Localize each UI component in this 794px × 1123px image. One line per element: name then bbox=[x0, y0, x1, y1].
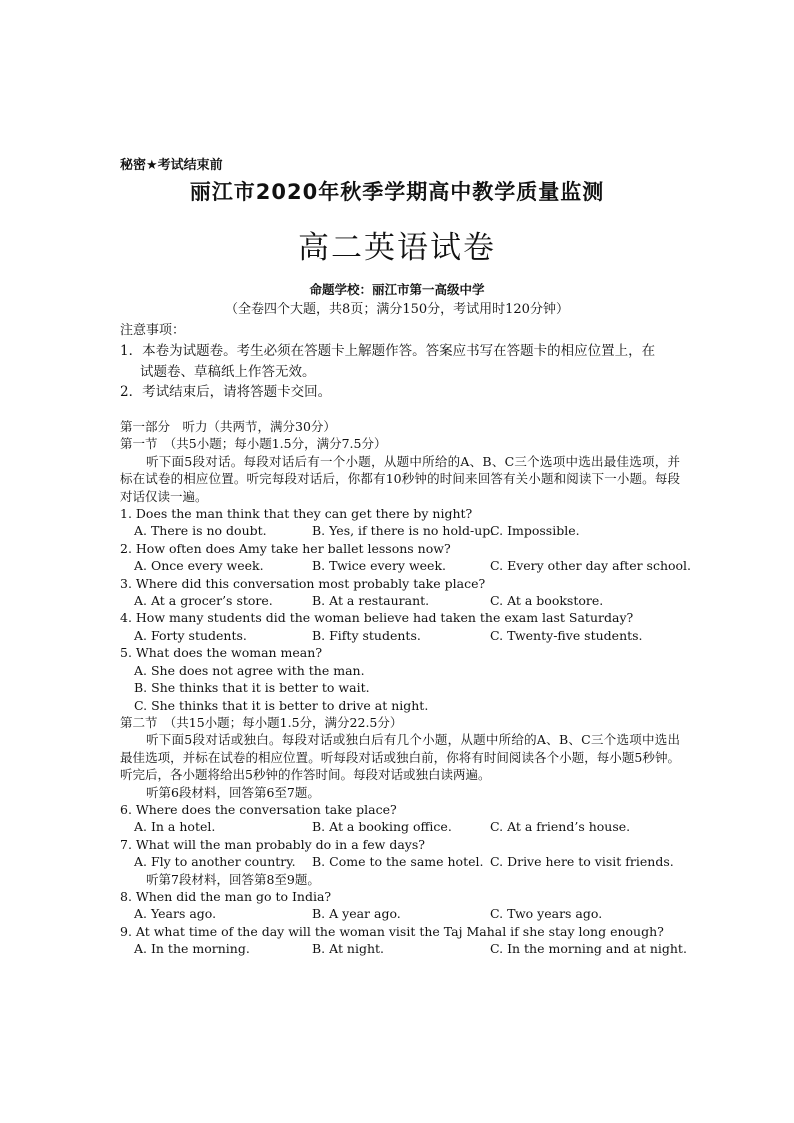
question-options bbox=[120, 522, 680, 539]
question-4 bbox=[120, 609, 680, 644]
option-b: B. At night. bbox=[312, 941, 385, 957]
option-c: C. Two years ago. bbox=[490, 906, 603, 922]
material-7-note: 听第7段材料，回答第8至9题。 bbox=[146, 871, 320, 887]
section2-title: 第二节 （共15小题；每小题1.5分，满分22.5分） bbox=[120, 714, 403, 730]
subject-title: 高二英语试卷 bbox=[298, 230, 496, 266]
option-b: B. Come to the same hotel. bbox=[312, 854, 484, 870]
option-c: C. Twenty-five students. bbox=[490, 627, 643, 643]
question-stem: 1. Does the man think that they can get there by night? bbox=[120, 506, 473, 522]
question-options bbox=[120, 627, 680, 644]
notice-item-1-line-2: 试题卷、草稿纸上作答无效。 bbox=[140, 364, 316, 380]
question-2 bbox=[120, 540, 692, 575]
option-a: A. At a grocer’s store. bbox=[134, 593, 273, 609]
question-stem: 9. At what time of the day will the woman visit the Taj Mahal if she stay long enough? bbox=[120, 923, 664, 939]
question-stem: 6. Where does the conversation take place? bbox=[120, 801, 397, 817]
option-a: A. Years ago. bbox=[134, 906, 217, 922]
option-b: B. Yes, if there is no hold-up. bbox=[312, 523, 495, 539]
question-stem: 8. When did the man go to India? bbox=[120, 888, 332, 904]
option-a: A. Forty students. bbox=[134, 627, 247, 643]
question-8 bbox=[120, 888, 680, 923]
question-options bbox=[120, 853, 680, 870]
question-3 bbox=[120, 575, 680, 610]
question-1 bbox=[120, 505, 680, 540]
question-options bbox=[120, 905, 680, 922]
question-options bbox=[120, 592, 680, 609]
author-school: 命题学校：丽江市第一高级中学 bbox=[309, 282, 485, 297]
section1-instructions: 听下面5段对话。每段对话后有一个小题，从题中所给的A、B、C三个选项中选出最佳选项，并标在试卷的相应位置。听完每段对话后，你都有10秒钟的时间来回答有关小题和阅读下一小题。每段对话仅读一遍。 bbox=[120, 453, 680, 504]
option-c: C. At a bookstore. bbox=[490, 593, 604, 609]
option-b: B. A year ago. bbox=[312, 906, 401, 922]
option-c: C. She thinks that it is better to drive at night. bbox=[134, 697, 429, 713]
question-6 bbox=[120, 801, 680, 836]
material-6-note: 听第6段材料，回答第6至7题。 bbox=[146, 784, 320, 800]
question-9 bbox=[120, 923, 687, 958]
question-stem: 7. What will the man probably do in a few days? bbox=[120, 836, 425, 852]
section2-instructions: 听下面5段对话或独白。每段对话或独白后有几个小题，从题中所给的A、B、C三个选项中选出最佳选项，并标在试卷的相应位置。听每段对话或独白前，你将有时间阅读各个小题，每小题5秒钟。听完后，各小题将给出5秒钟的作答时间。每段对话或独白读两遍。 bbox=[120, 732, 680, 783]
section1-title: 第一节 （共5小题；每小题1.5分，满分7.5分） bbox=[120, 436, 387, 452]
option-c: C. Impossible. bbox=[490, 523, 580, 539]
option-b: B. Fifty students. bbox=[312, 627, 421, 643]
option-a: A. There is no doubt. bbox=[134, 523, 267, 539]
option-a: A. Fly to another country. bbox=[134, 854, 296, 870]
question-5 bbox=[120, 644, 680, 714]
option-a: A. In a hotel. bbox=[134, 819, 216, 835]
question-options bbox=[120, 557, 692, 574]
confidential-mark: 秘密★考试结束前 bbox=[120, 158, 223, 173]
option-c: C. Drive here to visit friends. bbox=[490, 854, 674, 870]
option-a: A. Once every week. bbox=[134, 558, 264, 574]
part1-title: 第一部分 听力（共两节，满分30分） bbox=[120, 419, 336, 434]
question-options bbox=[120, 818, 680, 835]
question-stem: 4. How many students did the woman believe had taken the exam last Saturday? bbox=[120, 610, 634, 626]
exam-info: （全卷四个大题，共8页；满分150分，考试用时120分钟） bbox=[225, 302, 569, 317]
option-b: B. At a booking office. bbox=[312, 819, 452, 835]
option-b: B. At a restaurant. bbox=[312, 593, 430, 609]
listening-section bbox=[120, 418, 692, 958]
notice-item-1 bbox=[120, 341, 680, 383]
option-c: C. In the morning and at night. bbox=[490, 941, 687, 957]
option-a: A. She does not agree with the man. bbox=[134, 662, 365, 678]
question-stem: 5. What does the woman mean? bbox=[120, 645, 323, 661]
notice-item-2: 2．考试结束后，请将答题卡交回。 bbox=[120, 384, 332, 400]
question-options bbox=[120, 940, 687, 957]
exam-title: 丽江市2020年秋季学期高中教学质量监测 bbox=[189, 180, 605, 204]
question-stem: 3. Where did this conversation most probably take place? bbox=[120, 575, 486, 591]
option-a: A. In the morning. bbox=[134, 941, 250, 957]
question-stem: 2. How often does Amy take her ballet lessons now? bbox=[120, 540, 451, 556]
question-7 bbox=[120, 836, 680, 871]
option-c: C. At a friend’s house. bbox=[490, 819, 631, 835]
option-b: B. She thinks that it is better to wait. bbox=[134, 680, 370, 696]
notice-heading: 注意事项： bbox=[120, 323, 186, 338]
notice-item-1-line-1: 1．本卷为试题卷。考生必须在答题卡上解题作答。答案应书写在答题卡的相应位置上，在 bbox=[120, 343, 656, 359]
option-b: B. Twice every week. bbox=[312, 558, 447, 574]
option-c: C. Every other day after school. bbox=[490, 558, 692, 574]
